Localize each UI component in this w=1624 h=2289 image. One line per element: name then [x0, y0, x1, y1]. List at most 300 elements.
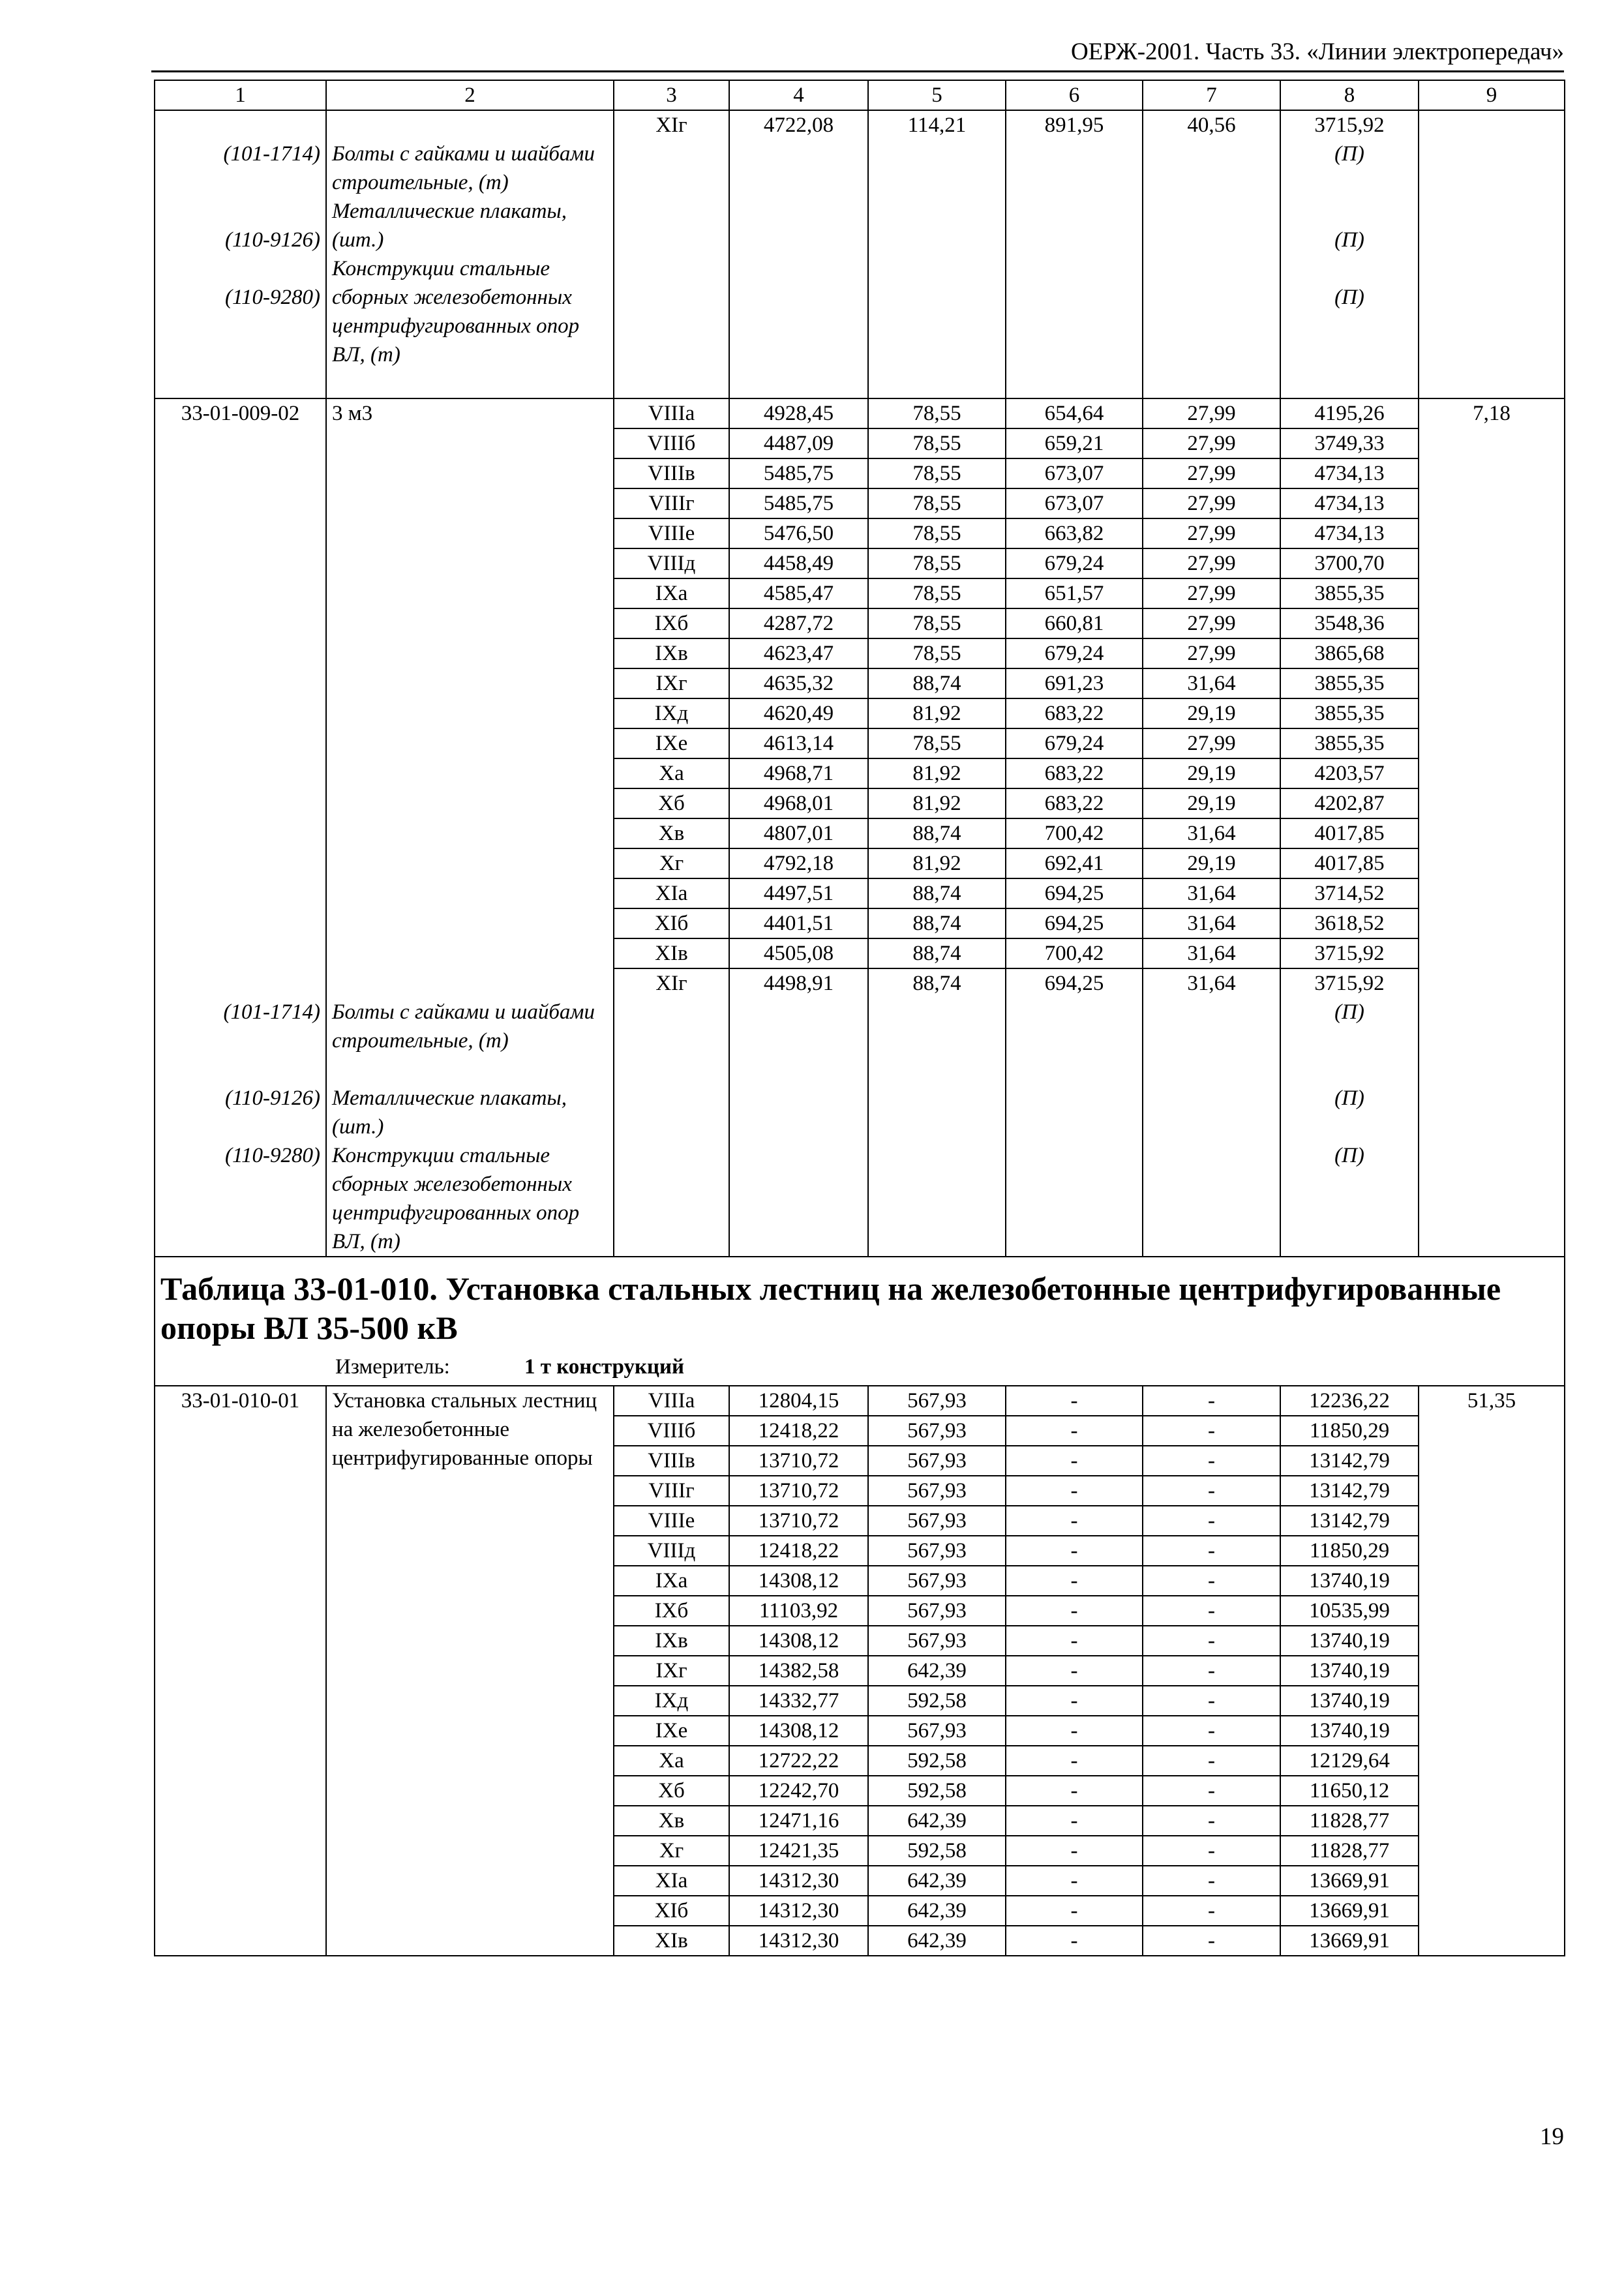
- material-name: Конструкции стальные сборных железобетонных центрифугированных опор ВЛ, (т): [332, 1144, 580, 1253]
- material-code: (101-1714): [223, 142, 320, 166]
- zone-cell: Xб: [614, 1776, 729, 1806]
- value-cell: 14308,12: [729, 1716, 868, 1746]
- value-cell: 13669,91: [1280, 1866, 1419, 1896]
- zone-cell: XIг: [614, 110, 729, 398]
- value-cell: 567,93: [868, 1416, 1006, 1446]
- value-cell: 4807,01: [729, 818, 868, 848]
- value-cell: 5485,75: [729, 458, 868, 488]
- name-cell: 3 м3: [326, 398, 614, 998]
- zone-cell: IXа: [614, 1566, 729, 1596]
- value-cell: [614, 998, 729, 1257]
- value-cell: -: [1006, 1716, 1143, 1746]
- material-name: Металлические плакаты, (шт.): [332, 200, 567, 252]
- zone-cell: Xг: [614, 848, 729, 878]
- column-header: 5: [868, 80, 1006, 110]
- material-code: (110-9126): [224, 228, 320, 252]
- value-cell: 31,64: [1143, 818, 1280, 848]
- value-cell: 592,58: [868, 1746, 1006, 1776]
- name-cell: Установка стальных лестниц на железобетонные центрифугированные опоры: [326, 1386, 614, 1956]
- value-cell: 3714,52: [1280, 878, 1419, 908]
- extra-cell: 7,18: [1419, 398, 1565, 1257]
- value-cell: 654,64: [1006, 398, 1143, 428]
- extra-cell: [1419, 110, 1565, 398]
- material-name: Конструкции стальные сборных железобетонных центрифугированных опор ВЛ, (т): [332, 257, 580, 367]
- value-cell: 13142,79: [1280, 1476, 1419, 1506]
- value-cell: -: [1006, 1776, 1143, 1806]
- value-cell: 78,55: [868, 428, 1006, 458]
- value-cell: -: [1143, 1566, 1280, 1596]
- value-cell: 78,55: [868, 578, 1006, 608]
- value-cell: 40,56: [1143, 110, 1280, 398]
- code-cell: 33-01-009-02: [155, 398, 326, 998]
- value-cell: 567,93: [868, 1596, 1006, 1626]
- meter: [160, 1353, 1559, 1381]
- zone-cell: XIв: [614, 1926, 729, 1956]
- value-cell: 3855,35: [1280, 698, 1419, 728]
- material-name: Болты с гайками и шайбами строительные, (т): [332, 1000, 595, 1053]
- value-cell: 78,55: [868, 728, 1006, 758]
- code-cell: [155, 998, 326, 1257]
- column-header: 1: [155, 80, 326, 110]
- value-cell: 11103,92: [729, 1596, 868, 1626]
- value-cell: 4287,72: [729, 608, 868, 638]
- page-number: 19: [1540, 2123, 1564, 2150]
- material-mark: (П): [1334, 286, 1364, 309]
- value-cell: 3855,35: [1280, 668, 1419, 698]
- value-cell: 78,55: [868, 398, 1006, 428]
- value-cell: 4458,49: [729, 548, 868, 578]
- value-cell: -: [1006, 1686, 1143, 1716]
- zone-cell: VIIIг: [614, 1476, 729, 1506]
- zone-cell: IXд: [614, 698, 729, 728]
- zone-cell: XIа: [614, 1866, 729, 1896]
- material-mark: (П): [1334, 1000, 1364, 1024]
- value-cell: -: [1006, 1806, 1143, 1836]
- value-cell: 13740,19: [1280, 1656, 1419, 1686]
- zone-cell: VIIIа: [614, 398, 729, 428]
- meter-value: 1 т конструкций: [524, 1355, 685, 1379]
- column-header: 9: [1419, 80, 1565, 110]
- value-cell: 11828,77: [1280, 1836, 1419, 1866]
- header-rule: [151, 70, 1564, 72]
- value-cell: 4623,47: [729, 638, 868, 668]
- value-cell: 3855,35: [1280, 578, 1419, 608]
- value-cell: -: [1006, 1506, 1143, 1536]
- zone-cell: IXб: [614, 1596, 729, 1626]
- extra-cell: 51,35: [1419, 1386, 1565, 1956]
- value-cell: 3618,52: [1280, 908, 1419, 938]
- value-cell: 12129,64: [1280, 1746, 1419, 1776]
- material-code: (101-1714): [223, 1000, 320, 1024]
- value-cell: 27,99: [1143, 608, 1280, 638]
- value-cell: -: [1143, 1446, 1280, 1476]
- zone-cell: VIIIе: [614, 518, 729, 548]
- value-cell: 88,74: [868, 878, 1006, 908]
- value-cell: -: [1143, 1836, 1280, 1866]
- value-cell: 4734,13: [1280, 458, 1419, 488]
- value-cell: 27,99: [1143, 398, 1280, 428]
- value-cell: -: [1006, 1896, 1143, 1926]
- value-cell: 4620,49: [729, 698, 868, 728]
- material-mark: (П): [1334, 1086, 1364, 1110]
- zone-cell: XIб: [614, 908, 729, 938]
- value-cell: 114,21: [868, 110, 1006, 398]
- value-cell: 11850,29: [1280, 1536, 1419, 1566]
- material-name: Металлические плакаты, (шт.): [332, 1086, 567, 1139]
- material-code: (110-9280): [224, 1144, 320, 1167]
- value-cell: 4792,18: [729, 848, 868, 878]
- value-cell: 3855,35: [1280, 728, 1419, 758]
- value-cell: 4203,57: [1280, 758, 1419, 788]
- material-code: (110-9280): [224, 286, 320, 309]
- value-cell: 3715,92: [1280, 968, 1419, 998]
- value-cell: 27,99: [1143, 548, 1280, 578]
- value-cell: 5485,75: [729, 488, 868, 518]
- value-cell: 13669,91: [1280, 1896, 1419, 1926]
- value-cell: 29,19: [1143, 698, 1280, 728]
- value-cell: 27,99: [1143, 638, 1280, 668]
- material-code: (110-9126): [224, 1086, 320, 1110]
- column-header: 3: [614, 80, 729, 110]
- table-title-cell: [155, 1257, 1565, 1386]
- value-cell: 12242,70: [729, 1776, 868, 1806]
- value-cell: -: [1143, 1506, 1280, 1536]
- zone-cell: IXб: [614, 608, 729, 638]
- value-cell: 13142,79: [1280, 1506, 1419, 1536]
- value-cell: 14308,12: [729, 1626, 868, 1656]
- value-cell: -: [1143, 1866, 1280, 1896]
- value-cell: 78,55: [868, 458, 1006, 488]
- material-mark: (П): [1334, 228, 1364, 252]
- value-cell: -: [1143, 1686, 1280, 1716]
- value-cell: -: [1143, 1656, 1280, 1686]
- zone-cell: VIIIд: [614, 548, 729, 578]
- name-cell: [326, 998, 614, 1257]
- value-cell: 13142,79: [1280, 1446, 1419, 1476]
- zone-cell: Xа: [614, 1746, 729, 1776]
- zone-cell: VIIIб: [614, 428, 729, 458]
- material-name: Болты с гайками и шайбами строительные, (т): [332, 142, 595, 194]
- value-cell: 4585,47: [729, 578, 868, 608]
- value-cell: 12236,22: [1280, 1386, 1419, 1416]
- table-row: [155, 110, 1565, 398]
- value-cell: 11828,77: [1280, 1806, 1419, 1836]
- value-cell: 12471,16: [729, 1806, 868, 1836]
- value-cell: 13740,19: [1280, 1716, 1419, 1746]
- column-header: 8: [1280, 80, 1419, 110]
- zone-cell: VIIIд: [614, 1536, 729, 1566]
- value-cell: 14312,30: [729, 1896, 868, 1926]
- zone-cell: Xб: [614, 788, 729, 818]
- value-cell: -: [1006, 1626, 1143, 1656]
- value-cell: 567,93: [868, 1446, 1006, 1476]
- value-cell: [1006, 998, 1143, 1257]
- value-cell: 659,21: [1006, 428, 1143, 458]
- value-cell: 27,99: [1143, 518, 1280, 548]
- value-cell: 4635,32: [729, 668, 868, 698]
- value-cell: 78,55: [868, 518, 1006, 548]
- value-cell: 12418,22: [729, 1416, 868, 1446]
- zone-cell: VIIIб: [614, 1416, 729, 1446]
- value-cell: 29,19: [1143, 758, 1280, 788]
- value-cell: -: [1143, 1716, 1280, 1746]
- value-cell: 14382,58: [729, 1656, 868, 1686]
- value-cell: 673,07: [1006, 458, 1143, 488]
- value-cell: 4195,26: [1280, 398, 1419, 428]
- zone-cell: XIв: [614, 938, 729, 968]
- value-cell: 14332,77: [729, 1686, 868, 1716]
- value-cell: 567,93: [868, 1566, 1006, 1596]
- value-cell: 78,55: [868, 608, 1006, 638]
- table-row: [155, 1386, 1565, 1416]
- value-cell: -: [1143, 1416, 1280, 1446]
- value-cell: 13740,19: [1280, 1626, 1419, 1656]
- value-cell: 642,39: [868, 1656, 1006, 1686]
- value-cell: -: [1006, 1566, 1143, 1596]
- value-cell: 4968,01: [729, 788, 868, 818]
- value-cell: 4202,87: [1280, 788, 1419, 818]
- value-cell: 27,99: [1143, 458, 1280, 488]
- value-cell: 13740,19: [1280, 1566, 1419, 1596]
- value-cell: 642,39: [868, 1896, 1006, 1926]
- value-cell: 27,99: [1143, 488, 1280, 518]
- value-cell: 642,39: [868, 1926, 1006, 1956]
- value-cell: -: [1006, 1656, 1143, 1686]
- value-cell: 4734,13: [1280, 518, 1419, 548]
- value-cell: -: [1006, 1926, 1143, 1956]
- value-cell: 12421,35: [729, 1836, 868, 1866]
- zone-cell: IXв: [614, 1626, 729, 1656]
- value-cell: 3548,36: [1280, 608, 1419, 638]
- value-cell: 78,55: [868, 638, 1006, 668]
- value-cell: -: [1143, 1386, 1280, 1416]
- column-header: 6: [1006, 80, 1143, 110]
- price-table: [154, 80, 1565, 1956]
- value-cell: -: [1143, 1626, 1280, 1656]
- zone-cell: VIIIе: [614, 1506, 729, 1536]
- zone-cell: Xа: [614, 758, 729, 788]
- value-cell: -: [1006, 1836, 1143, 1866]
- value-cell: 691,23: [1006, 668, 1143, 698]
- value-cell: 567,93: [868, 1716, 1006, 1746]
- value-cell: 27,99: [1143, 728, 1280, 758]
- value-cell: 692,41: [1006, 848, 1143, 878]
- value-cell: 31,64: [1143, 878, 1280, 908]
- value-cell: 81,92: [868, 698, 1006, 728]
- zone-cell: IXв: [614, 638, 729, 668]
- value-cell: 4017,85: [1280, 818, 1419, 848]
- value-cell: [868, 998, 1006, 1257]
- value-cell: 3749,33: [1280, 428, 1419, 458]
- material-mark: (П): [1334, 1144, 1364, 1167]
- value-cell: -: [1143, 1926, 1280, 1956]
- value-cell: -: [1006, 1446, 1143, 1476]
- value-cell: 567,93: [868, 1626, 1006, 1656]
- value-cell: 78,55: [868, 488, 1006, 518]
- value-cell: [1280, 110, 1419, 398]
- zone-cell: IXе: [614, 1716, 729, 1746]
- column-header: 7: [1143, 80, 1280, 110]
- value-cell: 27,99: [1143, 428, 1280, 458]
- value-cell: 694,25: [1006, 968, 1143, 998]
- value-cell: -: [1143, 1536, 1280, 1566]
- value-cell: 683,22: [1006, 788, 1143, 818]
- zone-cell: XIа: [614, 878, 729, 908]
- value-cell: 4734,13: [1280, 488, 1419, 518]
- value-cell: 88,74: [868, 968, 1006, 998]
- value-cell: 592,58: [868, 1776, 1006, 1806]
- zone-cell: Xг: [614, 1836, 729, 1866]
- zone-cell: IXд: [614, 1686, 729, 1716]
- value-cell: 13740,19: [1280, 1686, 1419, 1716]
- value-cell: 4928,45: [729, 398, 868, 428]
- value-cell: 567,93: [868, 1476, 1006, 1506]
- value-cell: 14308,12: [729, 1566, 868, 1596]
- value-cell: 683,22: [1006, 758, 1143, 788]
- zone-cell: Xв: [614, 1806, 729, 1836]
- value-cell: 81,92: [868, 788, 1006, 818]
- value-cell: -: [1143, 1896, 1280, 1926]
- value-cell: 663,82: [1006, 518, 1143, 548]
- value-cell: 81,92: [868, 848, 1006, 878]
- value-cell: [1280, 998, 1419, 1257]
- value-cell: 31,64: [1143, 908, 1280, 938]
- zone-cell: IXа: [614, 578, 729, 608]
- value-cell: 12418,22: [729, 1536, 868, 1566]
- value-cell: 660,81: [1006, 608, 1143, 638]
- material-mark: (П): [1334, 142, 1364, 166]
- zone-cell: VIIIа: [614, 1386, 729, 1416]
- value-cell: 27,99: [1143, 578, 1280, 608]
- value-cell: 81,92: [868, 758, 1006, 788]
- value-cell: -: [1006, 1746, 1143, 1776]
- zone-cell: IXг: [614, 1656, 729, 1686]
- value-cell: -: [1143, 1476, 1280, 1506]
- value-cell: 12804,15: [729, 1386, 868, 1416]
- value-cell: 13710,72: [729, 1446, 868, 1476]
- value-cell: 5476,50: [729, 518, 868, 548]
- value-cell: 3865,68: [1280, 638, 1419, 668]
- zone-cell: VIIIв: [614, 458, 729, 488]
- value-cell: -: [1143, 1746, 1280, 1776]
- value-cell: 14312,30: [729, 1926, 868, 1956]
- value-cell: 88,74: [868, 908, 1006, 938]
- value-cell: 700,42: [1006, 818, 1143, 848]
- value-cell: -: [1006, 1536, 1143, 1566]
- code-cell: 33-01-010-01: [155, 1386, 326, 1956]
- meter-label: Измеритель:: [335, 1355, 450, 1379]
- column-header: 2: [326, 80, 614, 110]
- value-cell: 31,64: [1143, 938, 1280, 968]
- value-cell: 4017,85: [1280, 848, 1419, 878]
- value-cell: 4505,08: [729, 938, 868, 968]
- value-cell: 642,39: [868, 1806, 1006, 1836]
- materials-row: [155, 998, 1565, 1257]
- value-cell: 13710,72: [729, 1506, 868, 1536]
- zone-cell: IXе: [614, 728, 729, 758]
- table-title: Таблица 33-01-010. Установка стальных лестниц на железобетонные центрифугированные опоры ВЛ 35-500 кВ: [160, 1270, 1501, 1346]
- value-cell: 3715,92: [1280, 938, 1419, 968]
- value-cell: 567,93: [868, 1536, 1006, 1566]
- name-cell: [326, 110, 614, 398]
- value-cell: 4487,09: [729, 428, 868, 458]
- value-cell: 31,64: [1143, 668, 1280, 698]
- value-cell: 642,39: [868, 1866, 1006, 1896]
- zone-cell: VIIIв: [614, 1446, 729, 1476]
- value-cell: -: [1006, 1476, 1143, 1506]
- value-cell: -: [1006, 1416, 1143, 1446]
- value-cell: 4613,14: [729, 728, 868, 758]
- value-cell: 651,57: [1006, 578, 1143, 608]
- value-cell: 700,42: [1006, 938, 1143, 968]
- value-cell: 88,74: [868, 818, 1006, 848]
- page-header: ОЕРЖ-2001. Часть 33. «Линии электропередач»: [1070, 38, 1564, 65]
- value-cell: 10535,99: [1280, 1596, 1419, 1626]
- value-cell: 592,58: [868, 1836, 1006, 1866]
- zone-cell: IXг: [614, 668, 729, 698]
- value-cell: 88,74: [868, 938, 1006, 968]
- value-cell: -: [1006, 1596, 1143, 1626]
- value-cell: -: [1143, 1596, 1280, 1626]
- value-cell: 13710,72: [729, 1476, 868, 1506]
- value-cell: 11650,12: [1280, 1776, 1419, 1806]
- value-cell: 891,95: [1006, 110, 1143, 398]
- value-cell: 694,25: [1006, 908, 1143, 938]
- value-cell: 679,24: [1006, 548, 1143, 578]
- value-cell: -: [1143, 1776, 1280, 1806]
- code-cell: [155, 110, 326, 398]
- value-cell: 12722,22: [729, 1746, 868, 1776]
- value-cell: 4401,51: [729, 908, 868, 938]
- column-header: 4: [729, 80, 868, 110]
- value-text: 3715,92: [1314, 113, 1385, 137]
- value-cell: 31,64: [1143, 968, 1280, 998]
- zone-cell: XIг: [614, 968, 729, 998]
- zone-cell: Xв: [614, 818, 729, 848]
- value-cell: 14312,30: [729, 1866, 868, 1896]
- value-cell: 567,93: [868, 1386, 1006, 1416]
- value-cell: 4497,51: [729, 878, 868, 908]
- value-cell: 694,25: [1006, 878, 1143, 908]
- value-cell: 29,19: [1143, 848, 1280, 878]
- zone-cell: XIб: [614, 1896, 729, 1926]
- value-cell: 4968,71: [729, 758, 868, 788]
- value-cell: 567,93: [868, 1506, 1006, 1536]
- value-cell: -: [1143, 1806, 1280, 1836]
- value-cell: 29,19: [1143, 788, 1280, 818]
- value-cell: 683,22: [1006, 698, 1143, 728]
- value-cell: 673,07: [1006, 488, 1143, 518]
- column-header-row: [155, 80, 1565, 110]
- value-cell: -: [1006, 1866, 1143, 1896]
- value-cell: 3700,70: [1280, 548, 1419, 578]
- table-title-row: [155, 1257, 1565, 1386]
- value-cell: 13669,91: [1280, 1926, 1419, 1956]
- value-cell: 11850,29: [1280, 1416, 1419, 1446]
- value-cell: 4498,91: [729, 968, 868, 998]
- value-cell: 592,58: [868, 1686, 1006, 1716]
- value-cell: 679,24: [1006, 728, 1143, 758]
- value-cell: 4722,08: [729, 110, 868, 398]
- value-cell: 679,24: [1006, 638, 1143, 668]
- value-cell: -: [1006, 1386, 1143, 1416]
- value-cell: [1143, 998, 1280, 1257]
- value-cell: 78,55: [868, 548, 1006, 578]
- value-cell: 88,74: [868, 668, 1006, 698]
- table-row: [155, 398, 1565, 428]
- zone-cell: VIIIг: [614, 488, 729, 518]
- value-cell: [729, 998, 868, 1257]
